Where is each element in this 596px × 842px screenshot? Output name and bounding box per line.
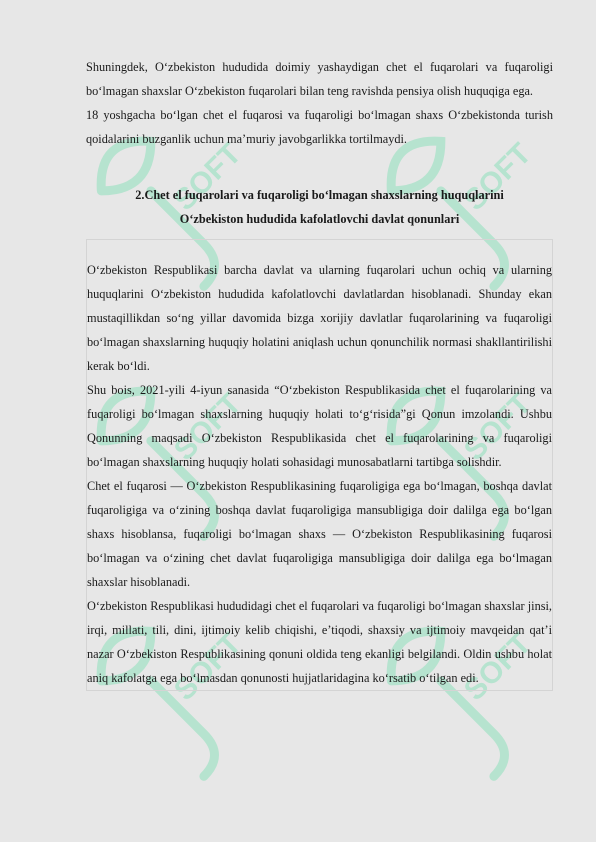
body-paragraph-1: O‘zbekiston Respublikasi barcha davlat va ularning fuqarolari uchun ochiq va ularning huquqlarini O‘zbekiston hududida kafolatlovchi davlatlardan hisoblanadi. Shunday ekan mustaqillikdan so‘ng yillar davomida bizga xorijiy davlatlar fuqarolarining va fuqaroligi bo‘lmagan shaxslarning huquqiy holatini aniqlash uchun qonunchilik normasi shakllantirilishi kerak bo‘ldi. [87,263,552,373]
svg-text:SOFT: SOFT [167,387,248,468]
svg-text:SOFT: SOFT [167,137,248,218]
svg-text:SOFT: SOFT [457,387,538,468]
body-paragraph-2: Shu bois, 2021-yili 4-iyun sanasida “O‘zbekiston Respublikasida chet el fuqarolarining va fuqaroligi bo‘lmagan shaxslarning huquqiy holati to‘g‘risida”gi Qonun imzolandi. Ushbu Qonunning maqsadi O‘zbekiston Respublikasida chet el fuqarolarining va fuqaroligi bo‘lmagan shaxslarning huquqiy holati sohasidagi munosabatlarni tartibga solishdir. [87,383,552,469]
section-heading [86,183,553,231]
section-heading-line1: 2.Chet el fuqarolari va fuqaroligi bo‘lmagan shaxslarning huquqlarini [135,188,504,202]
intro-paragraph-2: 18 yoshgacha bo‘lgan chet el fuqarosi va fuqaroligi bo‘lmagan shaxs O‘zbekistonda turish qoidalarini buzganlik uchun ma’muriy javobgarlikka tortilmaydi. [86,108,553,146]
svg-text:SOFT: SOFT [457,627,538,708]
svg-text:SOFT: SOFT [457,137,538,218]
svg-text:SOFT: SOFT [167,627,248,708]
section-heading-line2: O‘zbekiston hududida kafolatlovchi davlat qonunlari [179,212,460,226]
body-paragraph-3: Chet el fuqarosi — O‘zbekiston Respublikasining fuqaroligiga ega bo‘lmagan, boshqa davlat fuqaroligiga va o‘zining boshqa davlat fuqaroligiga mansubligiga doir dalilga ega bo‘lgan shaxs hisoblansa, fuqaroligi bo‘lmagan shaxs — O‘zbekiston Respublikasining fuqarosi bo‘lmagan va o‘zining chet davlat fuqaroligiga mansubligiga doir dalilga ega bo‘lmagan shaxslar hisoblanadi. [87,479,552,589]
document-page [86,55,553,691]
intro-paragraph-1: Shuningdek, O‘zbekiston hududida doimiy yashaydigan chet el fuqarolari va fuqaroligi bo‘lmagan shaxslar O‘zbekiston fuqarolari bilan teng ravishda pensiya olish huquqiga ega. [86,60,553,98]
section-body [86,239,553,691]
body-paragraph-4: O‘zbekiston Respublikasi hududidagi chet el fuqarolari va fuqaroligi bo‘lmagan shaxslar jinsi, irqi, millati, tili, dini, ijtimoiy kelib chiqishi, e’tiqodi, shaxsiy va ijtimoiy mavqeidan qat’i nazar O‘zbekiston Respublikasining qonuni oldida teng ekanligi belgilandi. Oldin ushbu holat aniq kafolatga ega bo‘lmasdan qonunosti hujjatlaridagina ko‘rsatib o‘tilgan edi. [87,599,552,685]
